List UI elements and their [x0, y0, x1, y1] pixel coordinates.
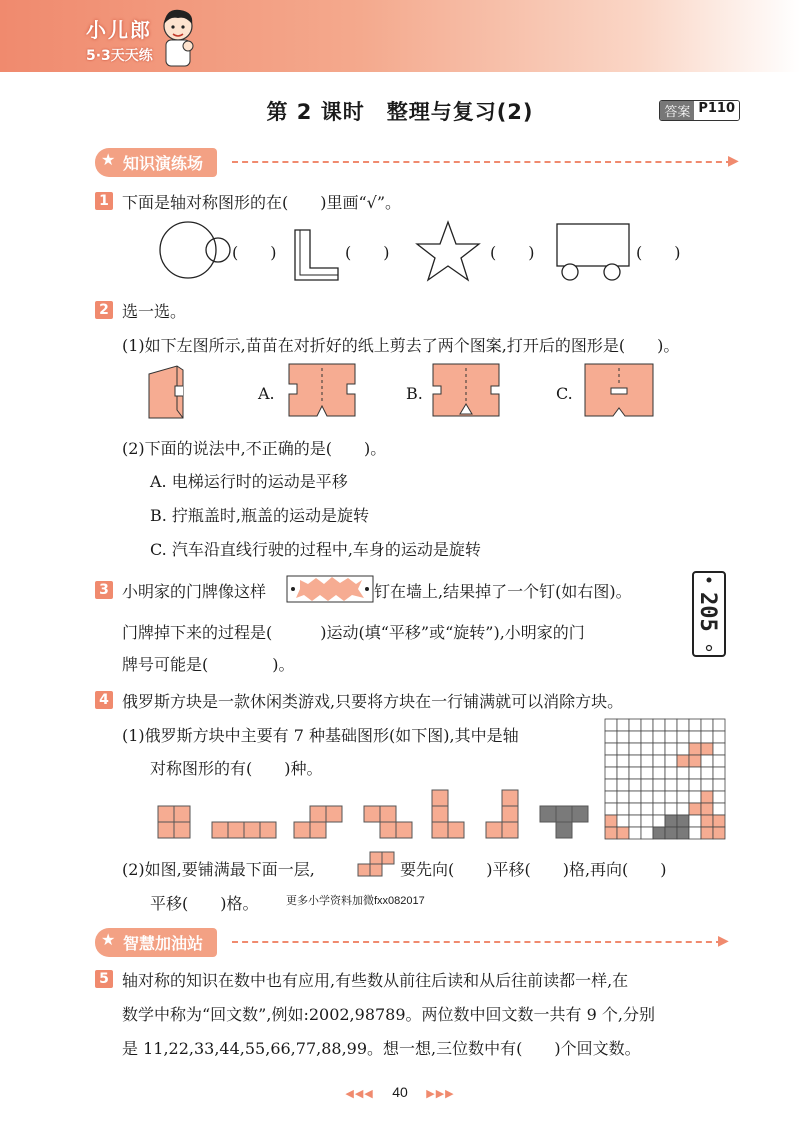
grid-cell: [641, 779, 653, 791]
grid-cell: [653, 779, 665, 791]
grid-cell: [677, 779, 689, 791]
grid-cell: [629, 827, 641, 839]
grid-cell: [689, 755, 701, 767]
grid-cell: [605, 803, 617, 815]
grid-cell: [641, 743, 653, 755]
grid-cell: [689, 767, 701, 779]
grid-cell: [677, 815, 689, 827]
option-a-figure: [289, 364, 355, 416]
grid-cell: [689, 719, 701, 731]
grid-cell: [653, 743, 665, 755]
grid-cell: [689, 779, 701, 791]
grid-cell: [689, 815, 701, 827]
grid-cell: [629, 767, 641, 779]
arrow-right-icon: ▶: [728, 153, 739, 169]
q2-p2-option-b[interactable]: B. 拧瓶盖时,瓶盖的运动是旋转: [150, 506, 370, 525]
grid-cell: [701, 803, 713, 815]
grid-cell: [629, 755, 641, 767]
q5-line1: 轴对称的知识在数中也有应用,有些数从前往后读和从后往前读都一样,在: [122, 971, 629, 990]
grid-cell: [641, 791, 653, 803]
grid-cell: [605, 815, 617, 827]
grid-cell: [641, 803, 653, 815]
grid-cell: [689, 731, 701, 743]
grid-cell: [653, 755, 665, 767]
grid-cell: [689, 803, 701, 815]
grid-cell: [617, 779, 629, 791]
grid-cell: [713, 719, 725, 731]
grid-cell: [701, 719, 713, 731]
grid-cell: [665, 731, 677, 743]
i-tetromino: [212, 822, 276, 838]
grid-cell: [713, 815, 725, 827]
grid-cell: [665, 743, 677, 755]
grid-cell: [617, 743, 629, 755]
q2-option-a[interactable]: A.: [258, 384, 275, 403]
section-tag-practice: [95, 148, 217, 177]
prev-arrows-icon: ◀◀◀: [345, 1087, 374, 1100]
grid-cell: [605, 827, 617, 839]
question-number-3: 3: [95, 581, 113, 599]
grid-cell: [605, 743, 617, 755]
fallen-door-plate-figure: [690, 570, 730, 660]
grid-cell: [701, 815, 713, 827]
q2-option-b[interactable]: B.: [406, 384, 423, 403]
q3-line3: 牌号可能是( )。: [122, 655, 295, 674]
grid-cell: [641, 767, 653, 779]
star-icon: ★: [101, 149, 116, 169]
section-title-challenge: 智慧加油站: [123, 933, 204, 953]
l-tetromino: [432, 790, 464, 838]
brand-line1: 小儿郎: [86, 18, 152, 42]
q2-part1: (1)如下左图所示,苗苗在对折好的纸上剪去了两个图案,打开后的图形是( )。: [122, 336, 680, 355]
grid-cell: [617, 719, 629, 731]
grid-cell: [689, 791, 701, 803]
grid-cell: [641, 731, 653, 743]
grid-cell: [653, 815, 665, 827]
grid-cell: [617, 731, 629, 743]
grid-cell: [617, 815, 629, 827]
next-arrows-icon: ▶▶▶: [426, 1087, 455, 1100]
grid-cell: [665, 755, 677, 767]
grid-cell: [701, 743, 713, 755]
grid-cell: [713, 803, 725, 815]
grid-cell: [713, 779, 725, 791]
q2-p2-option-c[interactable]: C. 汽车沿直线行驶的过程中,车身的运动是旋转: [150, 540, 481, 559]
cart-figure: [557, 224, 629, 280]
question-number-4: 4: [95, 691, 113, 709]
promo-note: 更多小学资料加微fxx082017: [286, 895, 425, 907]
q2-option-c[interactable]: C.: [556, 384, 573, 403]
q1-blank-3[interactable]: ( ): [490, 243, 535, 262]
grid-cell: [665, 779, 677, 791]
grid-cell: [653, 767, 665, 779]
grid-cell: [713, 743, 725, 755]
grid-cell: [629, 731, 641, 743]
grid-cell: [617, 767, 629, 779]
grid-cell: [629, 779, 641, 791]
section-divider: [232, 161, 732, 163]
s-piece-inline-icon: [356, 850, 398, 880]
two-circles-figure: [160, 222, 230, 278]
grid-cell: [629, 719, 641, 731]
grid-cell: [713, 827, 725, 839]
section-tag-challenge: [95, 928, 217, 957]
l-shape-figure: [295, 230, 338, 280]
grid-cell: [677, 743, 689, 755]
arrow-right-icon: ▶: [718, 933, 729, 949]
grid-cell: [677, 827, 689, 839]
q5-line2: 数学中称为“回文数”,例如:2002,98789。两位数中回文数一共有 9 个,分别: [122, 1005, 655, 1024]
q3-line2: 门牌掉下来的过程是( )运动(填“平移”或“旋转”),小明家的门: [122, 623, 585, 642]
q3-line1a: 小明家的门牌像这样: [122, 582, 267, 601]
grid-cell: [677, 803, 689, 815]
q4-part2b: 要先向( )平移( )格,再向( ): [400, 860, 667, 879]
q2-paper-figures: [143, 362, 663, 424]
grid-cell: [665, 767, 677, 779]
grid-cell: [605, 779, 617, 791]
grid-cell: [665, 803, 677, 815]
grid-cell: [701, 767, 713, 779]
grid-cell: [653, 827, 665, 839]
grid-cell: [713, 755, 725, 767]
q4-part2a: (2)如图,要铺满最下面一层,: [122, 860, 315, 879]
grid-cell: [605, 731, 617, 743]
tetromino-shapes: [150, 786, 590, 842]
grid-cell: [629, 743, 641, 755]
answer-reference[interactable]: [659, 100, 740, 121]
grid-cell: [617, 803, 629, 815]
mascot-boy-icon: [158, 6, 198, 76]
q1-blank-1[interactable]: ( ): [232, 243, 277, 262]
grid-cell: [653, 803, 665, 815]
option-c-figure: [585, 364, 653, 416]
grid-cell: [665, 827, 677, 839]
grid-cell: [713, 767, 725, 779]
brand-line2: 5·3天天练: [86, 48, 153, 64]
grid-cell: [689, 827, 701, 839]
grid-cell: [665, 719, 677, 731]
grid-cell: [629, 815, 641, 827]
lesson-title: 第 2 课时 整理与复习(2): [266, 100, 534, 124]
q2-p2-option-a[interactable]: A. 电梯运行时的运动是平移: [150, 472, 348, 491]
folded-paper-figure: [149, 366, 183, 418]
q1-blank-2[interactable]: ( ): [345, 243, 390, 262]
section-title-practice: 知识演练场: [123, 153, 204, 173]
q1-blank-4[interactable]: ( ): [636, 243, 681, 262]
q5-line3: 是 11,22,33,44,55,66,77,88,99。想一想,三位数中有( )个回文数。: [122, 1039, 641, 1058]
grid-cell: [617, 791, 629, 803]
q4-stem: 俄罗斯方块是一款休闲类游戏,只要将方块在一行铺满就可以消除方块。: [122, 692, 624, 711]
grid-cell: [617, 755, 629, 767]
grid-cell: [677, 755, 689, 767]
grid-cell: [665, 791, 677, 803]
grid-cell: [641, 827, 653, 839]
question-number-1: 1: [95, 192, 113, 210]
grid-cell: [641, 815, 653, 827]
star-figure: [417, 222, 479, 280]
grid-cell: [629, 791, 641, 803]
grid-cell: [605, 767, 617, 779]
grid-cell: [677, 767, 689, 779]
grid-cell: [677, 791, 689, 803]
s-tetromino: [294, 806, 342, 838]
question-number-2: 2: [95, 301, 113, 319]
q1-stem: 下面是轴对称图形的在( )里画“√”。: [122, 193, 402, 212]
hidden-door-plate-figure: [286, 574, 374, 604]
grid-cell: [641, 755, 653, 767]
question-number-5: 5: [95, 970, 113, 988]
grid-cell: [701, 779, 713, 791]
grid-cell: [629, 803, 641, 815]
grid-cell: [701, 827, 713, 839]
answer-page: P110: [694, 101, 739, 120]
z-tetromino: [364, 806, 412, 838]
tetris-grid: [604, 718, 728, 842]
q3-line1b: 钉在墙上,结果掉了一个钉(如右图)。: [374, 582, 632, 601]
page-number: 40: [392, 1084, 408, 1100]
grid-cell: [701, 755, 713, 767]
grid-cell: [605, 719, 617, 731]
star-icon: ★: [101, 929, 116, 949]
section-bar-challenge: [95, 928, 217, 956]
o-tetromino: [158, 806, 190, 838]
grid-cell: [641, 719, 653, 731]
grid-cell: [665, 815, 677, 827]
grid-cell: [653, 719, 665, 731]
q2-part2: (2)下面的说法中,不正确的是( )。: [122, 439, 387, 458]
grid-cell: [653, 791, 665, 803]
q4-part1a: (1)俄罗斯方块中主要有 7 种基础图形(如下图),其中是轴: [122, 726, 519, 745]
j-tetromino: [486, 790, 518, 838]
grid-cell: [713, 731, 725, 743]
grid-cell: [605, 755, 617, 767]
grid-cell: [677, 719, 689, 731]
grid-cell: [677, 731, 689, 743]
grid-cell: [713, 791, 725, 803]
grid-cell: [689, 743, 701, 755]
section-bar-practice: [95, 148, 217, 176]
grid-cell: [653, 731, 665, 743]
q4-part2c: 平移( )格。: [150, 894, 259, 913]
answer-label: 答案: [660, 101, 694, 120]
grid-cell: [617, 827, 629, 839]
brand-logo: [86, 14, 153, 65]
grid-cell: [605, 791, 617, 803]
grid-cell: [701, 791, 713, 803]
section-divider: [232, 941, 722, 943]
page-footer: [0, 1084, 800, 1101]
q4-part1b: 对称图形的有( )种。: [150, 759, 323, 778]
option-b-figure: [433, 364, 499, 416]
grid-cell: [701, 731, 713, 743]
q2-stem: 选一选。: [122, 302, 187, 321]
t-tetromino: [540, 806, 588, 838]
door-plate-digits: 205: [695, 592, 720, 632]
